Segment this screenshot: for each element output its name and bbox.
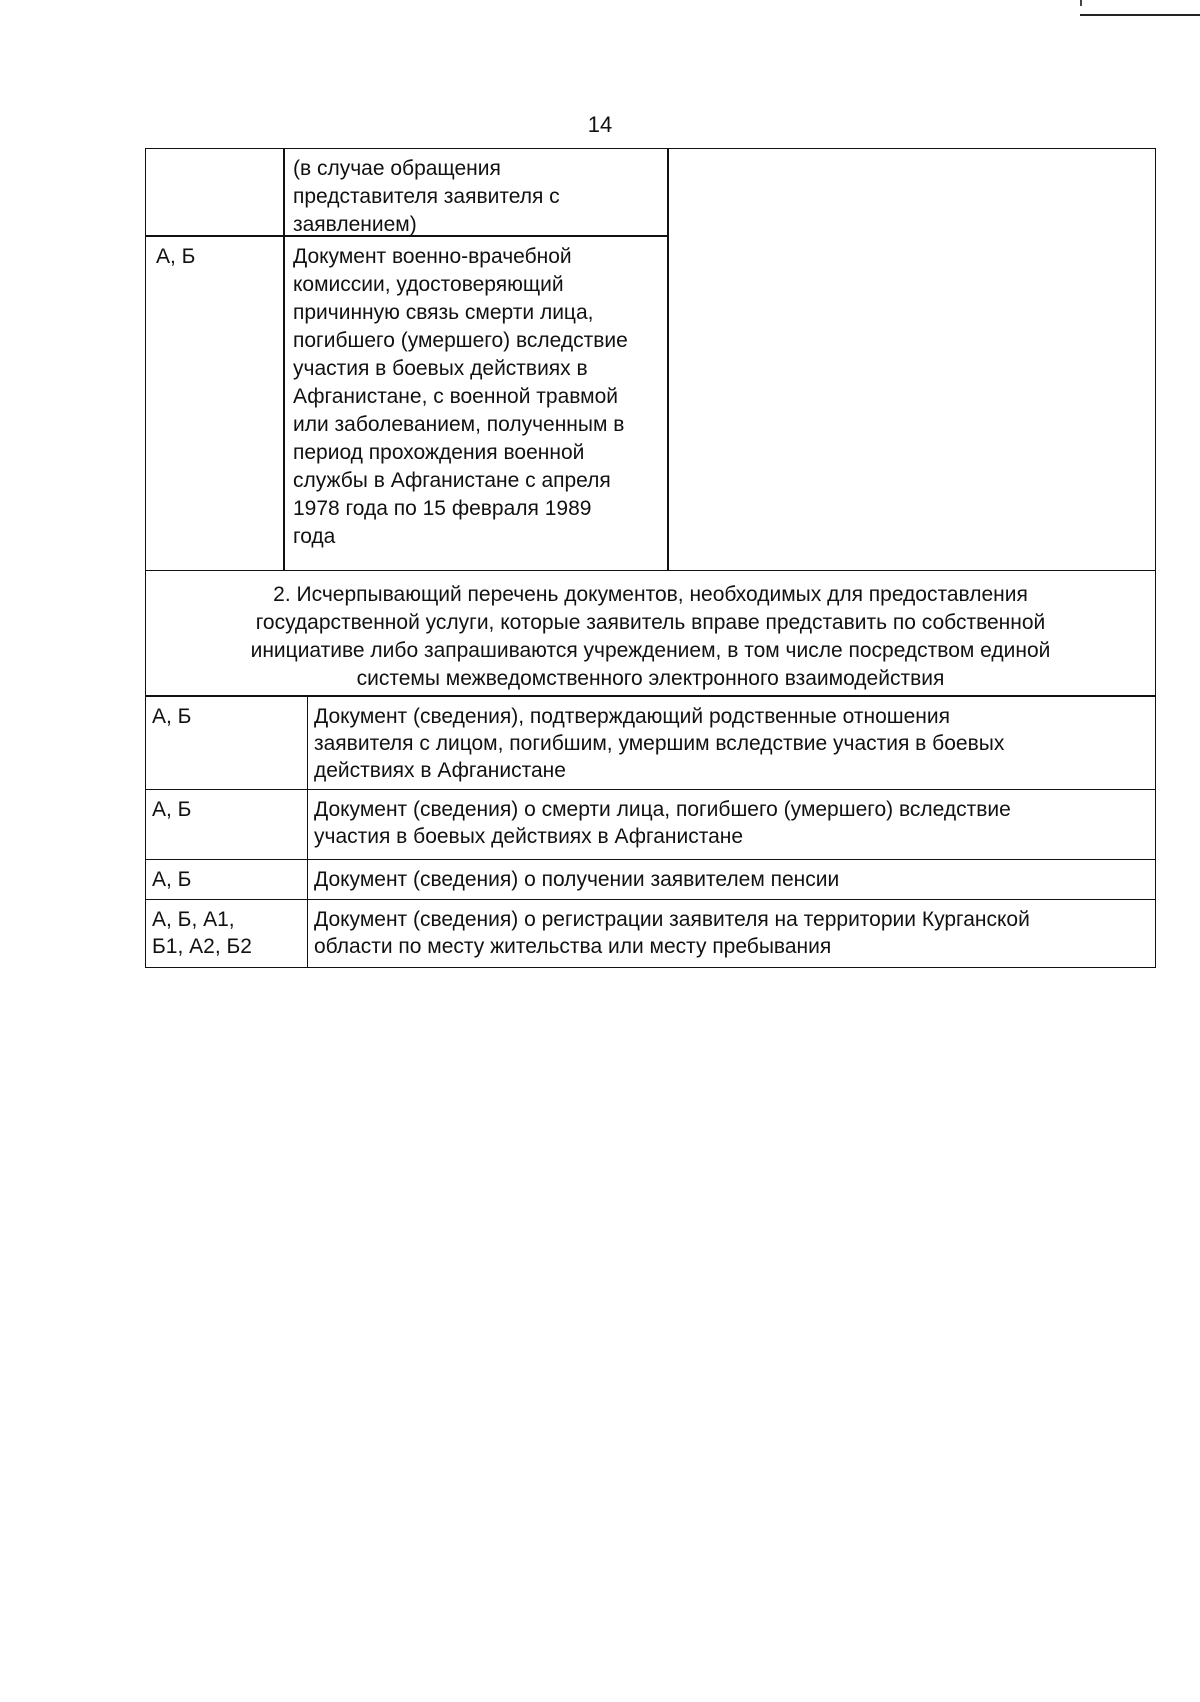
text-line: (в случае обращения [293,157,501,180]
text-line: Документ (сведения) о получении заявителем пенсии [314,868,840,891]
text-line: Документ (сведения) о регистрации заявителя на территории Курганской [314,908,1030,931]
code-line: А, Б [152,798,192,821]
heading-line: системы межведомственного электронного взаимодействия [356,667,945,690]
table-row-2-text [285,237,667,570]
code-line: А, Б, А1, [152,908,235,931]
row-code-cell [146,860,308,900]
row-text-cell [308,697,1156,790]
table-empty-column [669,149,1155,570]
documents-table-continuation [145,148,1156,571]
code-line: А, Б [152,868,192,891]
table-row [146,900,1156,968]
heading-line: государственной услуги, которые заявитель вправе представить по собственной [255,611,1046,634]
table-row-1-code [146,149,283,235]
table-row-2-code [146,237,283,570]
table-row [146,697,1156,790]
text-line: 1978 года по 15 февраля 1989 [293,497,592,520]
row-text-cell [308,860,1156,900]
text-line: участия в боевых действиях в [293,357,588,380]
text-line: заявлением) [293,213,417,236]
text-line: участия в боевых действиях в Афганистане [314,825,744,848]
text-line: Документ (сведения), подтверждающий родственные отношения [314,705,950,728]
row-code-cell [146,790,308,860]
section-2-heading [145,571,1156,696]
text-line: комиссии, удостоверяющий [293,273,564,296]
code-line: Б1, А2, Б2 [152,935,252,958]
row-text-cell [308,790,1156,860]
text-line: Документ военно-врачебной [293,245,572,268]
text-line: Афганистане, с военной травмой [293,385,619,408]
heading-line: инициативе либо запрашиваются учреждением, в том числе посредством единой [250,639,1051,662]
table-row [146,860,1156,900]
row-text-cell [308,900,1156,968]
text-line: области по месту жительства или месту пребывания [314,935,832,958]
interagency-documents-table [145,696,1156,968]
text-line: Документ (сведения) о смерти лица, погибшего (умершего) вследствие [314,798,1011,821]
code-text: А, Б [156,245,196,268]
text-line: причинную связь смерти лица, [293,301,594,324]
row-code-cell [146,900,308,968]
text-line: погибшего (умершего) вследствие [293,329,628,352]
text-line: или заболеванием, полученным в [293,413,625,436]
code-line: А, Б [152,705,192,728]
scan-corner-mark [1080,14,1200,16]
table-row [146,790,1156,860]
table-row-1-text [285,149,667,235]
text-line: действиях в Афганистане [314,759,566,782]
heading-line: 2. Исчерпывающий перечень документов, необходимых для предоставления [273,583,1028,606]
text-line: службы в Афганистане с апреля [293,469,611,492]
row-code-cell [146,697,308,790]
text-line: представителя заявителя с [293,185,560,208]
text-line: период прохождения военной [293,441,585,464]
text-line: года [293,525,336,548]
page-number: 14 [587,112,613,137]
scan-corner-tick [1080,0,1082,6]
text-line: заявителя с лицом, погибшим, умершим вследствие участия в боевых [314,732,1005,755]
